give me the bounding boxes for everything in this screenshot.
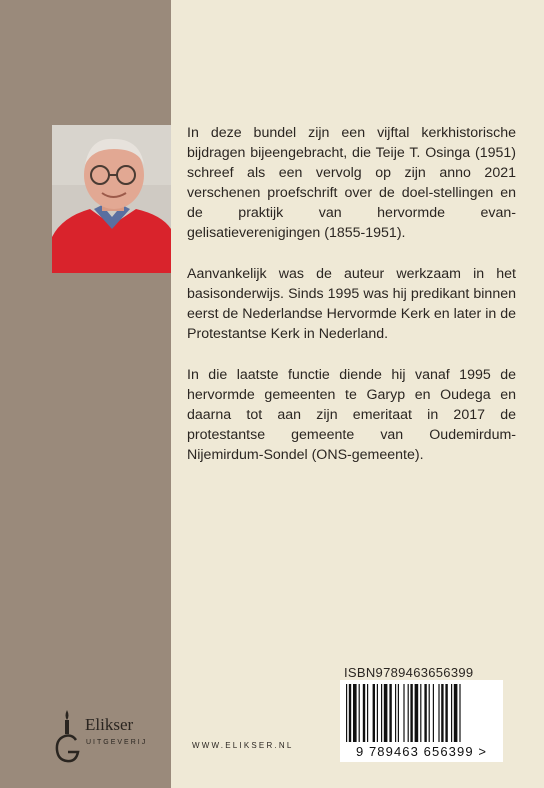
publisher-subtitle: UITGEVERIJ <box>86 739 148 746</box>
body-paragraph-3 <box>187 365 516 465</box>
left-color-panel <box>0 0 171 788</box>
paragraph-text: In die laatste functie diende hij vanaf 1995 de hervormde gemeenten te Garyp en Oudega en daarna tot aan zijn emeritaat in 2017 de protestantse gemeente van Oudemirdum-Nijemirdum-Sondel (ONS-gemeente). <box>187 367 516 463</box>
publisher-logo <box>50 708 170 766</box>
barcode-digits: 9 789463 656399 > <box>355 744 488 759</box>
body-paragraph-1 <box>187 123 516 243</box>
barcode-bars-icon <box>344 684 499 742</box>
publisher-emblem-icon <box>50 708 84 766</box>
paragraph-text: In deze bundel zijn een vijftal kerkhistorische bijdragen bijeengebracht, die Teije T. Osinga (1951) schreef als een vervolg op zijn anno 2021 verschenen proefschrift over de doel-stellingen en de praktijk van hervormde evan-gelisatieverenigingen (1855-1951). <box>187 125 516 241</box>
body-paragraph-2 <box>187 264 516 344</box>
paragraph-text: Aanvankelijk was de auteur werkzaam in het basisonderwijs. Sinds 1995 was hij predikant binnen eerst de Nederlandse Hervormde Kerk en later in de Protestantse Kerk in Nederland. <box>187 266 516 342</box>
author-photo-icon <box>52 125 171 273</box>
isbn-label: ISBN9789463656399 <box>344 665 474 680</box>
publisher-website: WWW.ELIKSER.NL <box>192 741 294 750</box>
barcode <box>340 680 503 762</box>
author-portrait <box>52 125 171 273</box>
publisher-name: Elikser <box>85 715 134 734</box>
